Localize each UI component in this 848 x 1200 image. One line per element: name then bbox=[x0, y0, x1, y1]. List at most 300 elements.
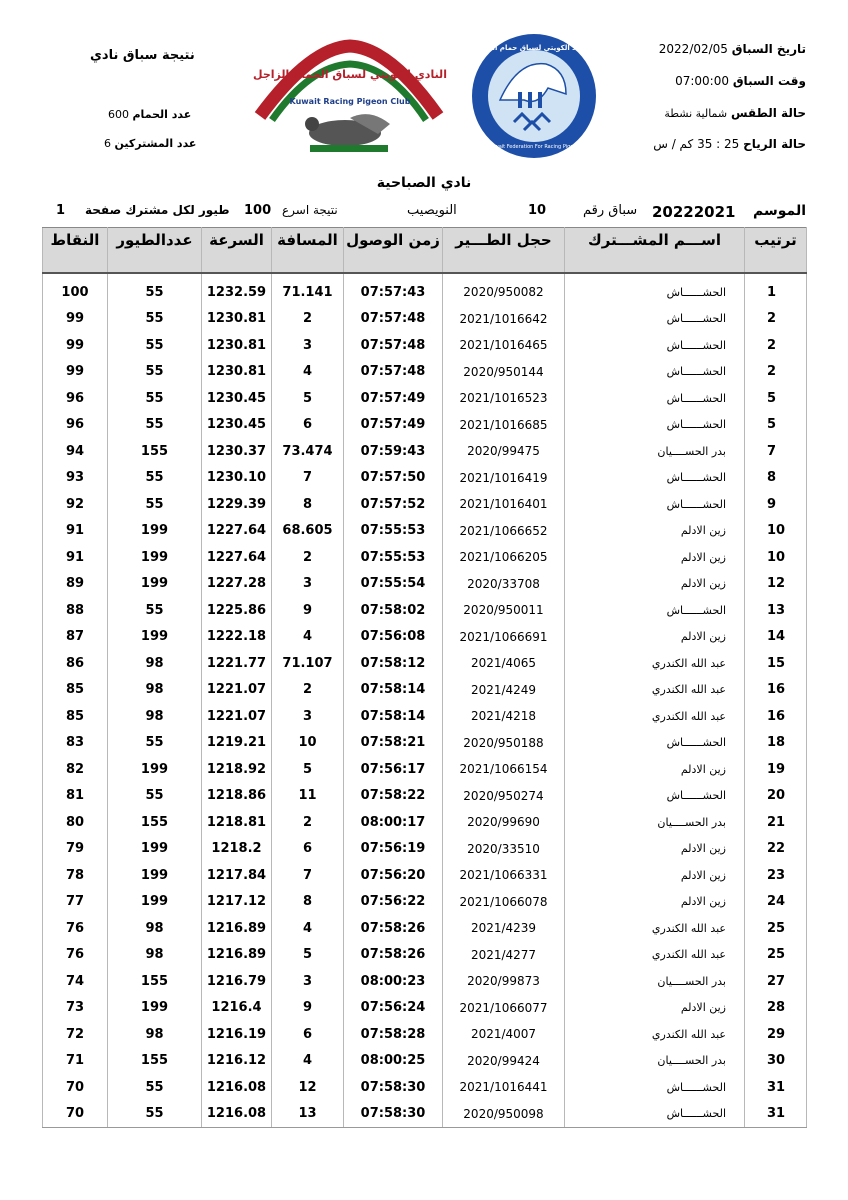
cell-speed: 1216.79 bbox=[202, 968, 272, 995]
cell-rank: 22 bbox=[745, 836, 807, 863]
cell-participant-name: الحشــــــاش bbox=[565, 273, 745, 306]
cell-arrival-time: 07:56:20 bbox=[344, 862, 443, 889]
col-header-distance: المسافة bbox=[272, 228, 344, 274]
cell-speed: 1217.12 bbox=[202, 889, 272, 916]
cell-speed: 1216.08 bbox=[202, 1074, 272, 1101]
cell-rank: 1 bbox=[745, 273, 807, 306]
cell-ring: 2021/4249 bbox=[443, 677, 565, 704]
cell-ring: 2021/4007 bbox=[443, 1021, 565, 1048]
cell-participant-name: الحشــــــاش bbox=[565, 730, 745, 757]
cell-birds: 199 bbox=[108, 862, 202, 889]
cell-arrival-time: 07:56:22 bbox=[344, 889, 443, 916]
club-name: نادي الصباحية bbox=[376, 175, 472, 191]
cell-speed: 1216.4 bbox=[202, 995, 272, 1022]
cell-speed: 1216.08 bbox=[202, 1101, 272, 1128]
federation-logo bbox=[468, 30, 600, 162]
cell-birds: 55 bbox=[108, 1074, 202, 1101]
cell-rank: 14 bbox=[745, 624, 807, 651]
cell-points: 99 bbox=[43, 332, 108, 359]
weather-label: حالة الطقس bbox=[730, 106, 806, 120]
cell-points: 96 bbox=[43, 385, 108, 412]
cell-distance: 4 bbox=[272, 359, 344, 386]
cell-arrival-time: 07:56:17 bbox=[344, 756, 443, 783]
wind-value: 25 : 35 كم / س bbox=[653, 137, 740, 151]
cell-distance: 2 bbox=[272, 677, 344, 704]
table-row bbox=[43, 438, 807, 465]
cell-rank: 5 bbox=[745, 385, 807, 412]
cell-ring: 2021/1066331 bbox=[443, 862, 565, 889]
cell-rank: 2 bbox=[745, 306, 807, 333]
cell-arrival-time: 07:55:53 bbox=[344, 544, 443, 571]
cell-distance: 71.107 bbox=[272, 650, 344, 677]
cell-birds: 55 bbox=[108, 332, 202, 359]
cell-ring: 2021/1066652 bbox=[443, 518, 565, 545]
cell-birds: 55 bbox=[108, 385, 202, 412]
cell-points: 89 bbox=[43, 571, 108, 598]
cell-rank: 23 bbox=[745, 862, 807, 889]
cell-distance: 3 bbox=[272, 571, 344, 598]
cell-ring: 2021/1016465 bbox=[443, 332, 565, 359]
cell-ring: 2021/1066078 bbox=[443, 889, 565, 916]
cell-birds: 98 bbox=[108, 942, 202, 969]
cell-rank: 13 bbox=[745, 597, 807, 624]
cell-arrival-time: 07:59:43 bbox=[344, 438, 443, 465]
table-row bbox=[43, 273, 807, 306]
cell-birds: 155 bbox=[108, 809, 202, 836]
page-number: 1 bbox=[56, 203, 66, 218]
race-date-line bbox=[659, 42, 806, 56]
cell-birds: 98 bbox=[108, 703, 202, 730]
table-row bbox=[43, 306, 807, 333]
cell-distance: 2 bbox=[272, 306, 344, 333]
cell-ring: 2020/950011 bbox=[443, 597, 565, 624]
cell-birds: 55 bbox=[108, 359, 202, 386]
cell-arrival-time: 07:57:43 bbox=[344, 273, 443, 306]
cell-rank: 25 bbox=[745, 942, 807, 969]
table-row bbox=[43, 677, 807, 704]
cell-points: 81 bbox=[43, 783, 108, 810]
cell-arrival-time: 07:58:02 bbox=[344, 597, 443, 624]
cell-speed: 1216.12 bbox=[202, 1048, 272, 1075]
cell-arrival-time: 07:57:49 bbox=[344, 385, 443, 412]
cell-arrival-time: 07:58:26 bbox=[344, 915, 443, 942]
cell-points: 91 bbox=[43, 544, 108, 571]
cell-speed: 1230.37 bbox=[202, 438, 272, 465]
cell-speed: 1221.07 bbox=[202, 703, 272, 730]
cell-ring: 2021/1066205 bbox=[443, 544, 565, 571]
cell-points: 76 bbox=[43, 915, 108, 942]
race-time-value: 07:00:00 bbox=[675, 74, 729, 88]
cell-rank: 30 bbox=[745, 1048, 807, 1075]
cell-birds: 199 bbox=[108, 544, 202, 571]
cell-speed: 1216.89 bbox=[202, 942, 272, 969]
cell-rank: 16 bbox=[745, 677, 807, 704]
fastest-label: نتيجة اسرع bbox=[282, 203, 338, 217]
col-header-participant: اســـم المشـــترك bbox=[565, 228, 745, 274]
cell-participant-name: بدر الحســــيان bbox=[565, 809, 745, 836]
cell-points: 70 bbox=[43, 1074, 108, 1101]
cell-arrival-time: 07:58:30 bbox=[344, 1074, 443, 1101]
col-header-points: النقاط bbox=[43, 228, 108, 274]
cell-participant-name: بدر الحســــيان bbox=[565, 1048, 745, 1075]
cell-distance: 6 bbox=[272, 1021, 344, 1048]
cell-distance: 5 bbox=[272, 385, 344, 412]
birds-count-label: عدد الحمام bbox=[132, 108, 192, 121]
table-row bbox=[43, 518, 807, 545]
cell-birds: 55 bbox=[108, 412, 202, 439]
cell-ring: 2020/950082 bbox=[443, 273, 565, 306]
cell-arrival-time: 07:58:26 bbox=[344, 942, 443, 969]
cell-distance: 9 bbox=[272, 597, 344, 624]
cell-ring: 2020/99424 bbox=[443, 1048, 565, 1075]
cell-speed: 1218.2 bbox=[202, 836, 272, 863]
cell-birds: 55 bbox=[108, 273, 202, 306]
cell-ring: 2021/1066691 bbox=[443, 624, 565, 651]
cell-birds: 199 bbox=[108, 889, 202, 916]
cell-points: 82 bbox=[43, 756, 108, 783]
cell-rank: 21 bbox=[745, 809, 807, 836]
cell-distance: 5 bbox=[272, 942, 344, 969]
table-row bbox=[43, 465, 807, 492]
cell-distance: 11 bbox=[272, 783, 344, 810]
table-row bbox=[43, 571, 807, 598]
cell-ring: 2021/1066077 bbox=[443, 995, 565, 1022]
cell-distance: 12 bbox=[272, 1074, 344, 1101]
cell-speed: 1227.28 bbox=[202, 571, 272, 598]
participants-count-label: عدد المشتركين bbox=[114, 137, 197, 150]
col-header-arrival-time: زمن الوصول bbox=[344, 228, 443, 274]
table-row bbox=[43, 809, 807, 836]
col-header-rank: ترتيب bbox=[745, 228, 807, 274]
cell-points: 99 bbox=[43, 306, 108, 333]
cell-birds: 155 bbox=[108, 1048, 202, 1075]
cell-distance: 10 bbox=[272, 730, 344, 757]
cell-arrival-time: 07:57:48 bbox=[344, 359, 443, 386]
table-row bbox=[43, 915, 807, 942]
cell-rank: 19 bbox=[745, 756, 807, 783]
cell-points: 71 bbox=[43, 1048, 108, 1075]
cell-rank: 20 bbox=[745, 783, 807, 810]
cell-speed: 1222.18 bbox=[202, 624, 272, 651]
cell-birds: 98 bbox=[108, 915, 202, 942]
cell-arrival-time: 07:57:50 bbox=[344, 465, 443, 492]
cell-speed: 1232.59 bbox=[202, 273, 272, 306]
page-title: نتيجة سباق نادي bbox=[90, 48, 195, 63]
race-number-label: سباق رقم bbox=[583, 203, 638, 218]
cell-points: 92 bbox=[43, 491, 108, 518]
table-body bbox=[43, 273, 807, 1128]
cell-points: 76 bbox=[43, 942, 108, 969]
cell-speed: 1230.10 bbox=[202, 465, 272, 492]
cell-ring: 2020/99475 bbox=[443, 438, 565, 465]
race-time-line bbox=[675, 74, 806, 88]
cell-speed: 1230.81 bbox=[202, 359, 272, 386]
cell-participant-name: عبد الله الكندري bbox=[565, 1021, 745, 1048]
cell-distance: 4 bbox=[272, 1048, 344, 1075]
federation-logo-text-en: Kuwait Federation For Racing Pigeon bbox=[488, 144, 580, 150]
table-row bbox=[43, 597, 807, 624]
cell-participant-name: عبد الله الكندري bbox=[565, 677, 745, 704]
cell-rank: 12 bbox=[745, 571, 807, 598]
cell-ring: 2021/4065 bbox=[443, 650, 565, 677]
cell-distance: 3 bbox=[272, 968, 344, 995]
table-row bbox=[43, 889, 807, 916]
cell-speed: 1230.45 bbox=[202, 412, 272, 439]
cell-participant-name: الحشــــــاش bbox=[565, 597, 745, 624]
cell-rank: 25 bbox=[745, 915, 807, 942]
cell-distance: 5 bbox=[272, 756, 344, 783]
federation-logo-text: الاتحاد الكويتي لسباق حمام الزاجل bbox=[474, 44, 594, 52]
table-row bbox=[43, 332, 807, 359]
cell-points: 78 bbox=[43, 862, 108, 889]
cell-arrival-time: 08:00:23 bbox=[344, 968, 443, 995]
cell-birds: 98 bbox=[108, 650, 202, 677]
cell-distance: 3 bbox=[272, 332, 344, 359]
table-header-row bbox=[43, 228, 807, 274]
season-label: الموسم bbox=[753, 203, 806, 219]
cell-rank: 9 bbox=[745, 491, 807, 518]
table-row bbox=[43, 783, 807, 810]
cell-rank: 2 bbox=[745, 359, 807, 386]
cell-rank: 2 bbox=[745, 332, 807, 359]
cell-distance: 4 bbox=[272, 624, 344, 651]
cell-points: 87 bbox=[43, 624, 108, 651]
cell-points: 74 bbox=[43, 968, 108, 995]
cell-rank: 8 bbox=[745, 465, 807, 492]
cell-birds: 98 bbox=[108, 1021, 202, 1048]
cell-participant-name: عبد الله الكندري bbox=[565, 942, 745, 969]
cell-participant-name: الحشــــــاش bbox=[565, 385, 745, 412]
table-row bbox=[43, 544, 807, 571]
cell-speed: 1216.89 bbox=[202, 915, 272, 942]
cell-birds: 199 bbox=[108, 571, 202, 598]
cell-rank: 15 bbox=[745, 650, 807, 677]
cell-rank: 29 bbox=[745, 1021, 807, 1048]
cell-birds: 55 bbox=[108, 597, 202, 624]
cell-arrival-time: 07:55:53 bbox=[344, 518, 443, 545]
cell-speed: 1230.45 bbox=[202, 385, 272, 412]
participants-count-value: 6 bbox=[104, 137, 111, 150]
cell-arrival-time: 08:00:25 bbox=[344, 1048, 443, 1075]
cell-points: 72 bbox=[43, 1021, 108, 1048]
cell-birds: 199 bbox=[108, 518, 202, 545]
cell-participant-name: زين الادلم bbox=[565, 836, 745, 863]
cell-ring: 2021/1016523 bbox=[443, 385, 565, 412]
cell-points: 85 bbox=[43, 703, 108, 730]
cell-points: 80 bbox=[43, 809, 108, 836]
cell-participant-name: الحشــــــاش bbox=[565, 1074, 745, 1101]
cell-arrival-time: 07:58:30 bbox=[344, 1101, 443, 1128]
cell-participant-name: زين الادلم bbox=[565, 624, 745, 651]
cell-birds: 55 bbox=[108, 730, 202, 757]
club-logo-text: النادي الكويتي لسباق الحمام الزاجل bbox=[253, 68, 447, 81]
cell-arrival-time: 07:57:52 bbox=[344, 491, 443, 518]
cell-points: 94 bbox=[43, 438, 108, 465]
cell-birds: 55 bbox=[108, 306, 202, 333]
cell-ring: 2020/99873 bbox=[443, 968, 565, 995]
cell-rank: 16 bbox=[745, 703, 807, 730]
cell-rank: 31 bbox=[745, 1101, 807, 1128]
cell-arrival-time: 07:56:19 bbox=[344, 836, 443, 863]
cell-speed: 1225.86 bbox=[202, 597, 272, 624]
cell-points: 91 bbox=[43, 518, 108, 545]
cell-rank: 27 bbox=[745, 968, 807, 995]
cell-distance: 71.141 bbox=[272, 273, 344, 306]
cell-distance: 8 bbox=[272, 491, 344, 518]
cell-points: 100 bbox=[43, 273, 108, 306]
cell-birds: 98 bbox=[108, 677, 202, 704]
col-header-speed: السرعة bbox=[202, 228, 272, 274]
cell-distance: 2 bbox=[272, 809, 344, 836]
cell-arrival-time: 07:58:12 bbox=[344, 650, 443, 677]
cell-ring: 2021/1016419 bbox=[443, 465, 565, 492]
cell-birds: 199 bbox=[108, 756, 202, 783]
cell-distance: 7 bbox=[272, 465, 344, 492]
cell-ring: 2020/99690 bbox=[443, 809, 565, 836]
cell-speed: 1217.84 bbox=[202, 862, 272, 889]
cell-distance: 68.605 bbox=[272, 518, 344, 545]
cell-birds: 199 bbox=[108, 624, 202, 651]
race-number-value: 10 bbox=[528, 203, 547, 218]
cell-points: 96 bbox=[43, 412, 108, 439]
cell-speed: 1229.39 bbox=[202, 491, 272, 518]
cell-ring: 2021/1066154 bbox=[443, 756, 565, 783]
table-row bbox=[43, 385, 807, 412]
table-row bbox=[43, 862, 807, 889]
table-row bbox=[43, 624, 807, 651]
cell-birds: 55 bbox=[108, 1101, 202, 1128]
table-row bbox=[43, 1021, 807, 1048]
season-value: 20222021 bbox=[652, 203, 736, 221]
cell-participant-name: الحشــــــاش bbox=[565, 1101, 745, 1128]
cell-distance: 3 bbox=[272, 703, 344, 730]
cell-participant-name: الحشــــــاش bbox=[565, 306, 745, 333]
cell-ring: 2021/4277 bbox=[443, 942, 565, 969]
cell-arrival-time: 07:58:21 bbox=[344, 730, 443, 757]
results-table bbox=[42, 227, 807, 1128]
race-date-value: 2022/02/05 bbox=[658, 42, 728, 56]
table-row bbox=[43, 412, 807, 439]
cell-participant-name: زين الادلم bbox=[565, 571, 745, 598]
cell-participant-name: الحشــــــاش bbox=[565, 332, 745, 359]
cell-distance: 7 bbox=[272, 862, 344, 889]
per-member-label: طيور لكل مشترك صفحة bbox=[85, 203, 230, 217]
cell-speed: 1218.92 bbox=[202, 756, 272, 783]
cell-distance: 6 bbox=[272, 836, 344, 863]
cell-rank: 10 bbox=[745, 518, 807, 545]
fastest-value: 100 bbox=[244, 203, 272, 218]
cell-participant-name: بدر الحســــيان bbox=[565, 438, 745, 465]
cell-ring: 2020/950144 bbox=[443, 359, 565, 386]
table-row bbox=[43, 359, 807, 386]
cell-ring: 2020/33708 bbox=[443, 571, 565, 598]
cell-speed: 1230.81 bbox=[202, 306, 272, 333]
race-date-label: تاريخ السباق bbox=[731, 42, 806, 56]
cell-participant-name: زين الادلم bbox=[565, 862, 745, 889]
cell-participant-name: زين الادلم bbox=[565, 544, 745, 571]
table-row bbox=[43, 1048, 807, 1075]
wind-line bbox=[653, 137, 806, 151]
cell-birds: 199 bbox=[108, 995, 202, 1022]
weather-value: شمالية نشطة bbox=[664, 107, 728, 120]
cell-arrival-time: 07:55:54 bbox=[344, 571, 443, 598]
cell-points: 86 bbox=[43, 650, 108, 677]
cell-distance: 9 bbox=[272, 995, 344, 1022]
table-row bbox=[43, 756, 807, 783]
cell-ring: 2020/950274 bbox=[443, 783, 565, 810]
cell-arrival-time: 07:58:22 bbox=[344, 783, 443, 810]
col-header-ring: حجل الطـــير bbox=[443, 228, 565, 274]
table-row bbox=[43, 836, 807, 863]
cell-speed: 1218.86 bbox=[202, 783, 272, 810]
cell-distance: 8 bbox=[272, 889, 344, 916]
cell-participant-name: بدر الحســــيان bbox=[565, 968, 745, 995]
cell-participant-name: زين الادلم bbox=[565, 889, 745, 916]
cell-arrival-time: 08:00:17 bbox=[344, 809, 443, 836]
club-logo bbox=[250, 38, 448, 156]
cell-arrival-time: 07:58:28 bbox=[344, 1021, 443, 1048]
cell-points: 79 bbox=[43, 836, 108, 863]
cell-arrival-time: 07:56:24 bbox=[344, 995, 443, 1022]
cell-participant-name: الحشــــــاش bbox=[565, 491, 745, 518]
cell-points: 70 bbox=[43, 1101, 108, 1128]
cell-arrival-time: 07:58:14 bbox=[344, 677, 443, 704]
cell-ring: 2021/4239 bbox=[443, 915, 565, 942]
cell-rank: 7 bbox=[745, 438, 807, 465]
cell-ring: 2021/1016685 bbox=[443, 412, 565, 439]
participants-count-line bbox=[104, 137, 196, 150]
cell-points: 83 bbox=[43, 730, 108, 757]
cell-points: 85 bbox=[43, 677, 108, 704]
cell-rank: 10 bbox=[745, 544, 807, 571]
cell-rank: 5 bbox=[745, 412, 807, 439]
cell-participant-name: الحشــــــاش bbox=[565, 465, 745, 492]
col-header-birds: عددالطيور bbox=[108, 228, 202, 274]
cell-distance: 13 bbox=[272, 1101, 344, 1128]
cell-speed: 1221.07 bbox=[202, 677, 272, 704]
cell-speed: 1221.77 bbox=[202, 650, 272, 677]
cell-points: 73 bbox=[43, 995, 108, 1022]
cell-speed: 1227.64 bbox=[202, 518, 272, 545]
cell-speed: 1218.81 bbox=[202, 809, 272, 836]
cell-participant-name: الحشــــــاش bbox=[565, 359, 745, 386]
cell-participant-name: عبد الله الكندري bbox=[565, 650, 745, 677]
cell-arrival-time: 07:57:48 bbox=[344, 306, 443, 333]
table-row bbox=[43, 1101, 807, 1128]
cell-participant-name: زين الادلم bbox=[565, 995, 745, 1022]
table-row bbox=[43, 703, 807, 730]
cell-arrival-time: 07:57:49 bbox=[344, 412, 443, 439]
cell-points: 77 bbox=[43, 889, 108, 916]
birds-count-value: 600 bbox=[108, 108, 129, 121]
cell-speed: 1216.19 bbox=[202, 1021, 272, 1048]
cell-birds: 55 bbox=[108, 783, 202, 810]
cell-arrival-time: 07:57:48 bbox=[344, 332, 443, 359]
cell-distance: 4 bbox=[272, 915, 344, 942]
cell-birds: 155 bbox=[108, 968, 202, 995]
cell-ring: 2021/1016401 bbox=[443, 491, 565, 518]
cell-distance: 73.474 bbox=[272, 438, 344, 465]
race-time-label: وقت السباق bbox=[732, 74, 806, 88]
birds-count-line bbox=[108, 108, 191, 121]
cell-ring: 2020/950098 bbox=[443, 1101, 565, 1128]
cell-ring: 2020/950188 bbox=[443, 730, 565, 757]
table-row bbox=[43, 942, 807, 969]
table-row bbox=[43, 968, 807, 995]
cell-birds: 55 bbox=[108, 491, 202, 518]
cell-ring: 2021/1016642 bbox=[443, 306, 565, 333]
club-logo-text-en: Kuwait Racing Pigeon Club bbox=[289, 97, 411, 106]
